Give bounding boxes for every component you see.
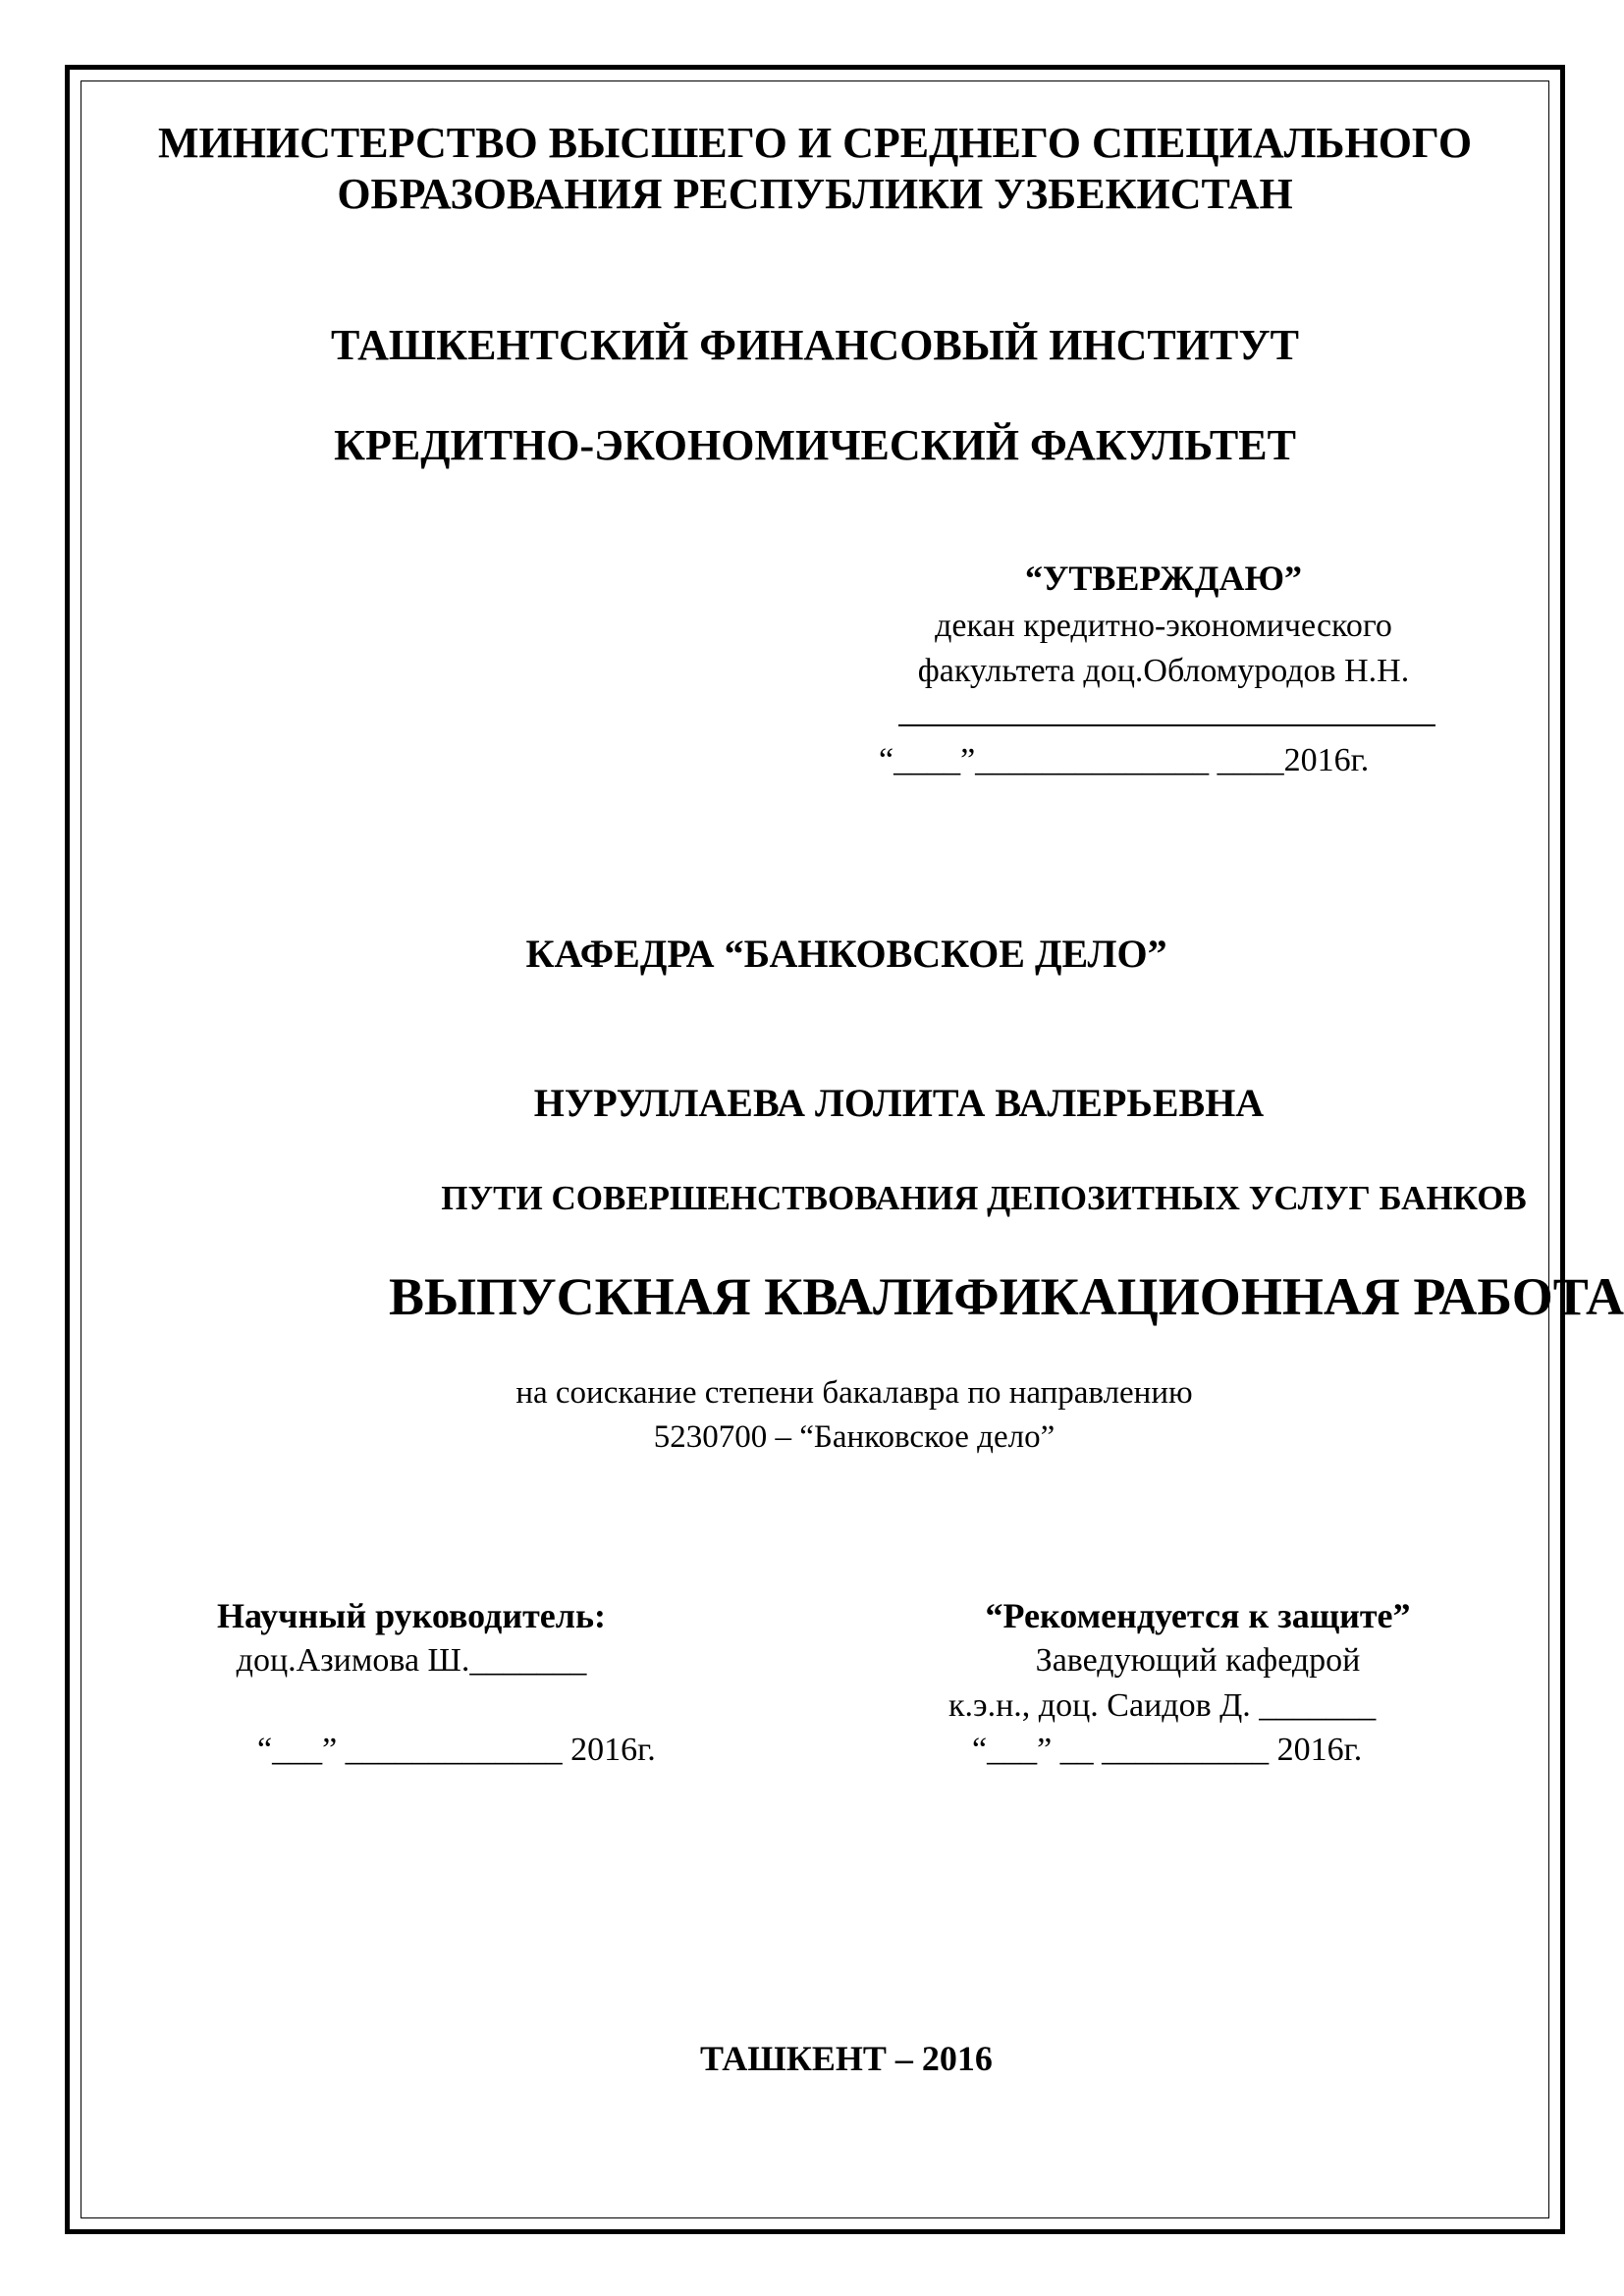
degree-line-1: на соискание степени бакалавра по направлению <box>515 1375 1193 1411</box>
student-name: НУРУЛЛАЕВА ЛОЛИТА ВАЛЕРЬЕВНА <box>533 1081 1265 1125</box>
supervisor-name: доц.Азимова Ш._______ <box>236 1642 587 1679</box>
institute-name: ТАШКЕНТСКИЙ ФИНАНСОВЫЙ ИНСТИТУТ <box>330 321 1299 369</box>
department-name: КАФЕДРА “БАНКОВСКОЕ ДЕЛО” <box>525 932 1167 976</box>
work-type-title: ВЫПУСКНАЯ КВАЛИФИКАЦИОННАЯ РАБОТА <box>388 1267 1624 1326</box>
recommendation-line-1: Заведующий кафедрой <box>1035 1642 1361 1679</box>
supervisor-date: “___” _____________ 2016г. <box>257 1732 656 1768</box>
approval-line-1: декан кредитно-экономического <box>935 608 1392 644</box>
approval-signature-line <box>898 724 1435 726</box>
thesis-topic: ПУТИ СОВЕРШЕНСТВОВАНИЯ ДЕПОЗИТНЫХ УСЛУГ БАНКОВ <box>441 1179 1527 1217</box>
supervisor-title: Научный руководитель: <box>217 1596 606 1635</box>
ministry-heading <box>81 118 1549 220</box>
approval-title: “УТВЕРЖДАЮ” <box>1024 559 1303 598</box>
approval-date: “____”______________ ____2016г. <box>879 742 1370 778</box>
faculty-name: КРЕДИТНО-ЭКОНОМИЧЕСКИЙ ФАКУЛЬТЕТ <box>334 421 1296 469</box>
approval-line-2: факультета доц.Обломуродов Н.Н. <box>917 653 1410 689</box>
ministry-line-1: МИНИСТЕРСТВО ВЫСШЕГО И СРЕДНЕГО СПЕЦИАЛЬНОГО <box>157 119 1473 167</box>
recommendation-line-2: к.э.н., доц. Саидов Д. _______ <box>948 1687 1377 1724</box>
page-border-inner <box>81 80 1549 2218</box>
ministry-line-2: ОБРАЗОВАНИЯ РЕСПУБЛИКИ УЗБЕКИСТАН <box>337 170 1293 218</box>
city-year: ТАШКЕНТ – 2016 <box>700 2039 993 2078</box>
degree-line-2: 5230700 – “Банковское дело” <box>653 1419 1056 1455</box>
recommendation-title: “Рекомендуется к защите” <box>985 1596 1411 1635</box>
recommendation-date: “___” __ __________ 2016г. <box>972 1732 1363 1768</box>
